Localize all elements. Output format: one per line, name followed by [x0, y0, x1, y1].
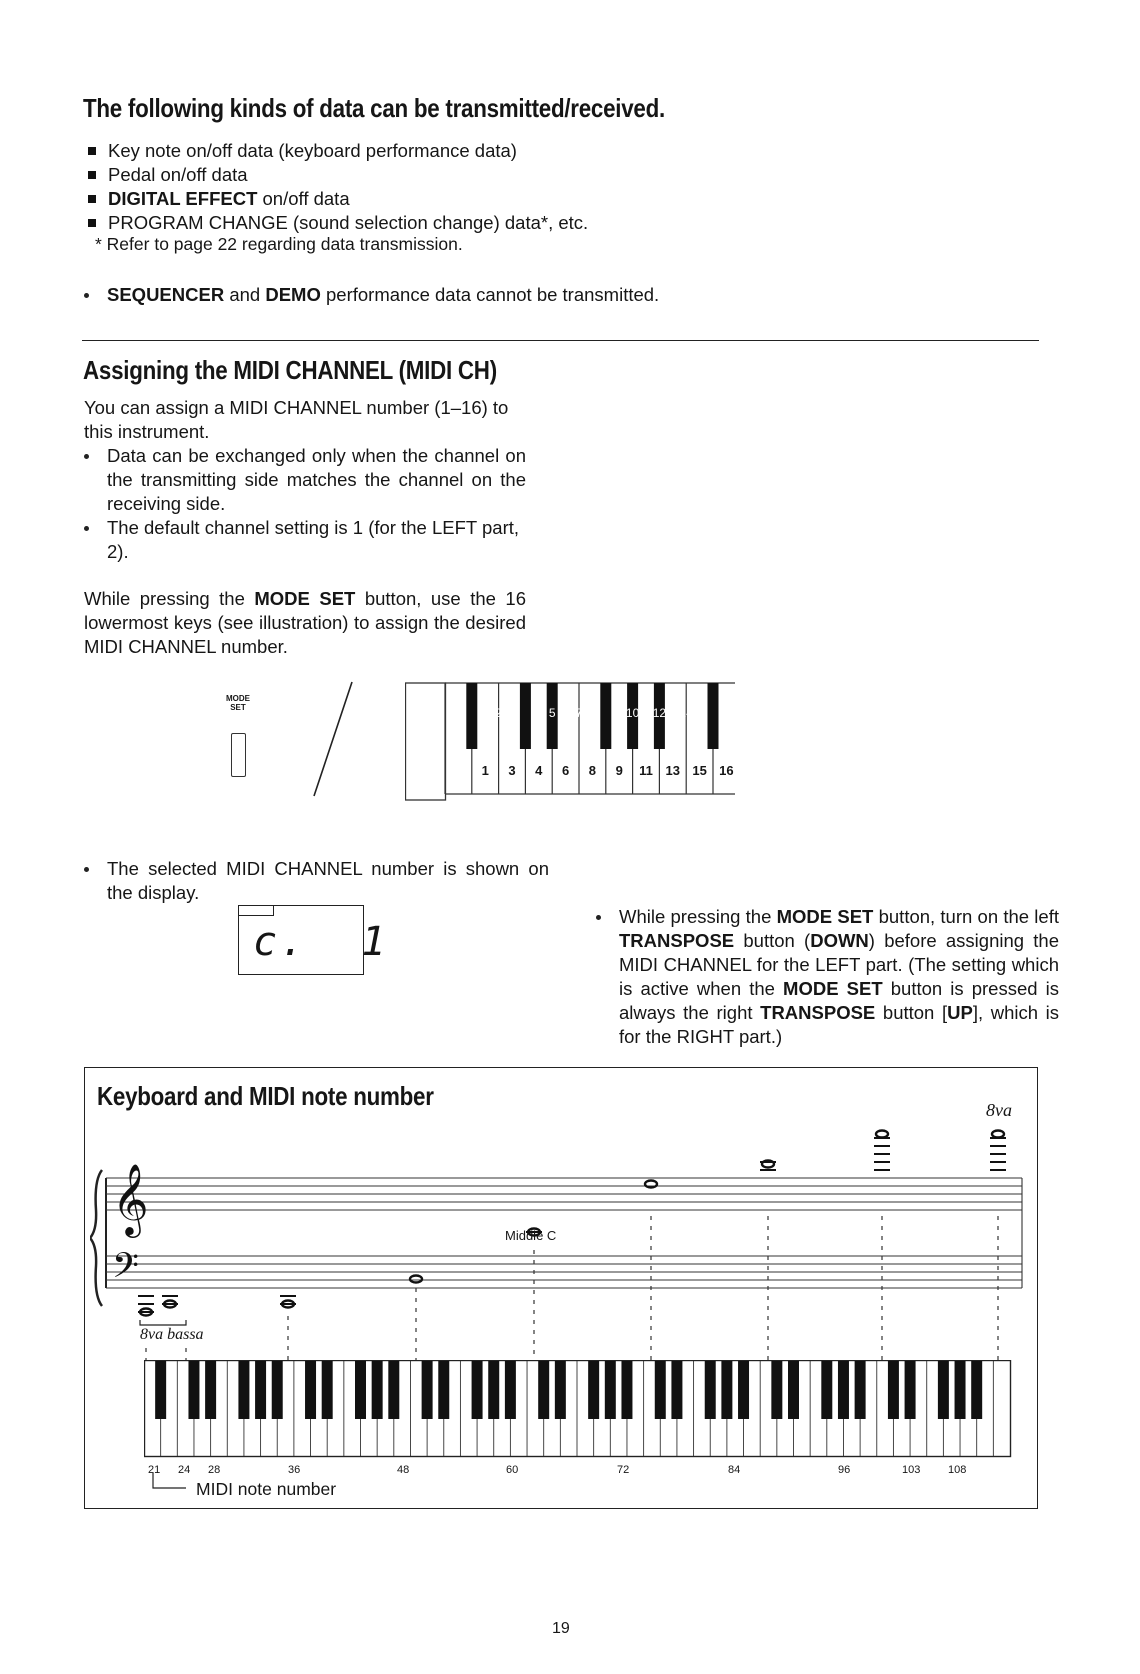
black-key: [605, 1361, 616, 1419]
white-key-number: 11: [639, 763, 653, 778]
grand-staff: [90, 1120, 1030, 1360]
black-key: [305, 1361, 316, 1419]
mode-set-button-icon: [231, 733, 246, 777]
black-key: [155, 1361, 166, 1419]
black-key-number: 5: [548, 706, 556, 720]
black-key: [388, 1361, 399, 1419]
page-number: 19: [552, 1620, 570, 1637]
ottava-label: 8va: [986, 1100, 1012, 1120]
bullet-dot-icon: [84, 867, 89, 872]
section-title-keyboard-midi: Keyboard and MIDI note number: [97, 1081, 434, 1111]
black-key-number: 7: [575, 706, 583, 720]
black-key: [488, 1361, 499, 1419]
list-item: DIGITAL EFFECT on/off data: [88, 187, 888, 211]
square-bullet-icon: [88, 219, 96, 227]
black-key: [771, 1361, 782, 1419]
white-key-number: 8: [588, 763, 597, 778]
black-key: [821, 1361, 832, 1419]
bullet-dot-icon: [596, 915, 601, 920]
black-key-number: 2: [495, 706, 502, 720]
bullet-dot-icon: [84, 454, 89, 459]
lowermost-keys-illustration: [405, 682, 735, 802]
square-bullet-icon: [88, 147, 96, 155]
bullet-dot-icon: [84, 526, 89, 531]
list-item: Key note on/off data (keyboard performance data): [88, 139, 888, 163]
white-key-number: 9: [615, 763, 623, 778]
data-kinds-list: [88, 139, 888, 235]
white-key-number: 15: [692, 763, 707, 778]
black-key: [671, 1361, 682, 1419]
section-divider: [82, 340, 1039, 341]
black-key: [188, 1361, 199, 1419]
list-item: PROGRAM CHANGE (sound selection change) data*, etc.: [88, 211, 888, 235]
black-key-number: 10: [625, 706, 640, 720]
white-key-number: 6: [561, 763, 570, 778]
black-key: [466, 683, 477, 749]
black-key: [938, 1361, 949, 1419]
black-key: [422, 1361, 433, 1419]
bullet-dot-icon: [84, 293, 89, 298]
black-key: [355, 1361, 366, 1419]
caption-leader-icon: [150, 1472, 190, 1502]
list-item: The default channel setting is 1 (for the LEFT part, 2).: [84, 516, 526, 564]
black-key-number: 12: [652, 706, 667, 720]
note-number-label: 24: [178, 1464, 191, 1476]
white-key-number: 13: [665, 763, 681, 778]
note-number-label: 21: [148, 1464, 161, 1476]
black-key: [855, 1361, 866, 1419]
black-key: [738, 1361, 749, 1419]
mode-set-label: MODE SET: [226, 694, 250, 712]
black-key: [721, 1361, 732, 1419]
black-key: [372, 1361, 383, 1419]
left-part-note: While pressing the MODE SET button, turn on the left TRANSPOSE button (DOWN) before assigning the MIDI CHANNEL for the LEFT part. (The setting which is active when the MODE SET button is pressed is always the right TRANSPOSE button [UP], which is for the RIGHT part.): [596, 905, 1059, 1049]
note-number-label: 108: [948, 1464, 967, 1476]
black-key: [272, 1361, 283, 1419]
transmit-note: SEQUENCER and DEMO performance data cannot be transmitted.: [84, 283, 907, 307]
slash-divider-icon: [300, 678, 360, 800]
white-key-number: 3: [508, 763, 516, 778]
black-key: [520, 683, 531, 749]
note-number-label: 103: [902, 1464, 921, 1476]
note-number-label: 28: [208, 1464, 221, 1476]
note-number-label: 36: [288, 1464, 301, 1476]
display-note: The selected MIDI CHANNEL number is shown on the display.: [84, 857, 549, 905]
section-title-midi-channel: Assigning the MIDI CHANNEL (MIDI CH): [83, 355, 497, 385]
midi-channel-intro: You can assign a MIDI CHANNEL number (1–16) to this instrument.: [84, 397, 509, 442]
note-number-label: 84: [728, 1464, 741, 1476]
black-key: [971, 1361, 982, 1419]
middle-c-label: Middle C: [505, 1228, 557, 1243]
section-title-data-kinds: The following kinds of data can be transmitted/received.: [83, 93, 665, 123]
black-key: [205, 1361, 216, 1419]
white-key-number: 16: [719, 763, 734, 778]
note-number-label: 72: [617, 1464, 630, 1476]
mode-set-instruction: While pressing the MODE SET button, use the 16 lowermost keys (see illustration) to assign the desired MIDI CHANNEL number.: [84, 588, 526, 657]
svg-text:𝄞: 𝄞: [112, 1162, 149, 1235]
note-number-label: 96: [838, 1464, 851, 1476]
square-bullet-icon: [88, 195, 96, 203]
white-key-number: 4: [535, 763, 543, 778]
black-key: [588, 1361, 599, 1419]
white-key-number: 1: [481, 763, 489, 778]
black-key: [505, 1361, 516, 1419]
black-key: [905, 1361, 916, 1419]
black-key: [600, 683, 611, 749]
list-item: Pedal on/off data: [88, 163, 888, 187]
note-number-label: 60: [506, 1464, 519, 1476]
note-number-label: 48: [397, 1464, 410, 1476]
black-key-number: 14: [679, 706, 693, 720]
black-key: [438, 1361, 449, 1419]
ottava-bassa-label: 8va bassa: [140, 1326, 204, 1343]
midi-note-number-caption: MIDI note number: [196, 1479, 337, 1499]
list-item: Data can be exchanged only when the channel on the transmitting side matches the channel on the receiving side.: [84, 444, 526, 516]
display-value: c. 1: [253, 919, 389, 965]
black-key: [555, 1361, 566, 1419]
black-key: [472, 1361, 483, 1419]
midi-channel-bullets: [84, 444, 526, 564]
black-key: [255, 1361, 266, 1419]
channel-display: [238, 905, 389, 975]
black-key: [838, 1361, 849, 1419]
svg-text:𝄢: 𝄢: [112, 1245, 140, 1294]
footnote: * Refer to page 22 regarding data transmission.: [95, 234, 463, 254]
black-key: [708, 683, 719, 749]
black-key: [538, 1361, 549, 1419]
square-bullet-icon: [88, 171, 96, 179]
full-keyboard-illustration: [144, 1360, 1014, 1460]
black-key: [238, 1361, 249, 1419]
black-key: [955, 1361, 966, 1419]
black-key: [655, 1361, 666, 1419]
black-key: [621, 1361, 632, 1419]
black-key: [705, 1361, 716, 1419]
black-key: [888, 1361, 899, 1419]
black-key: [322, 1361, 333, 1419]
black-key: [788, 1361, 799, 1419]
